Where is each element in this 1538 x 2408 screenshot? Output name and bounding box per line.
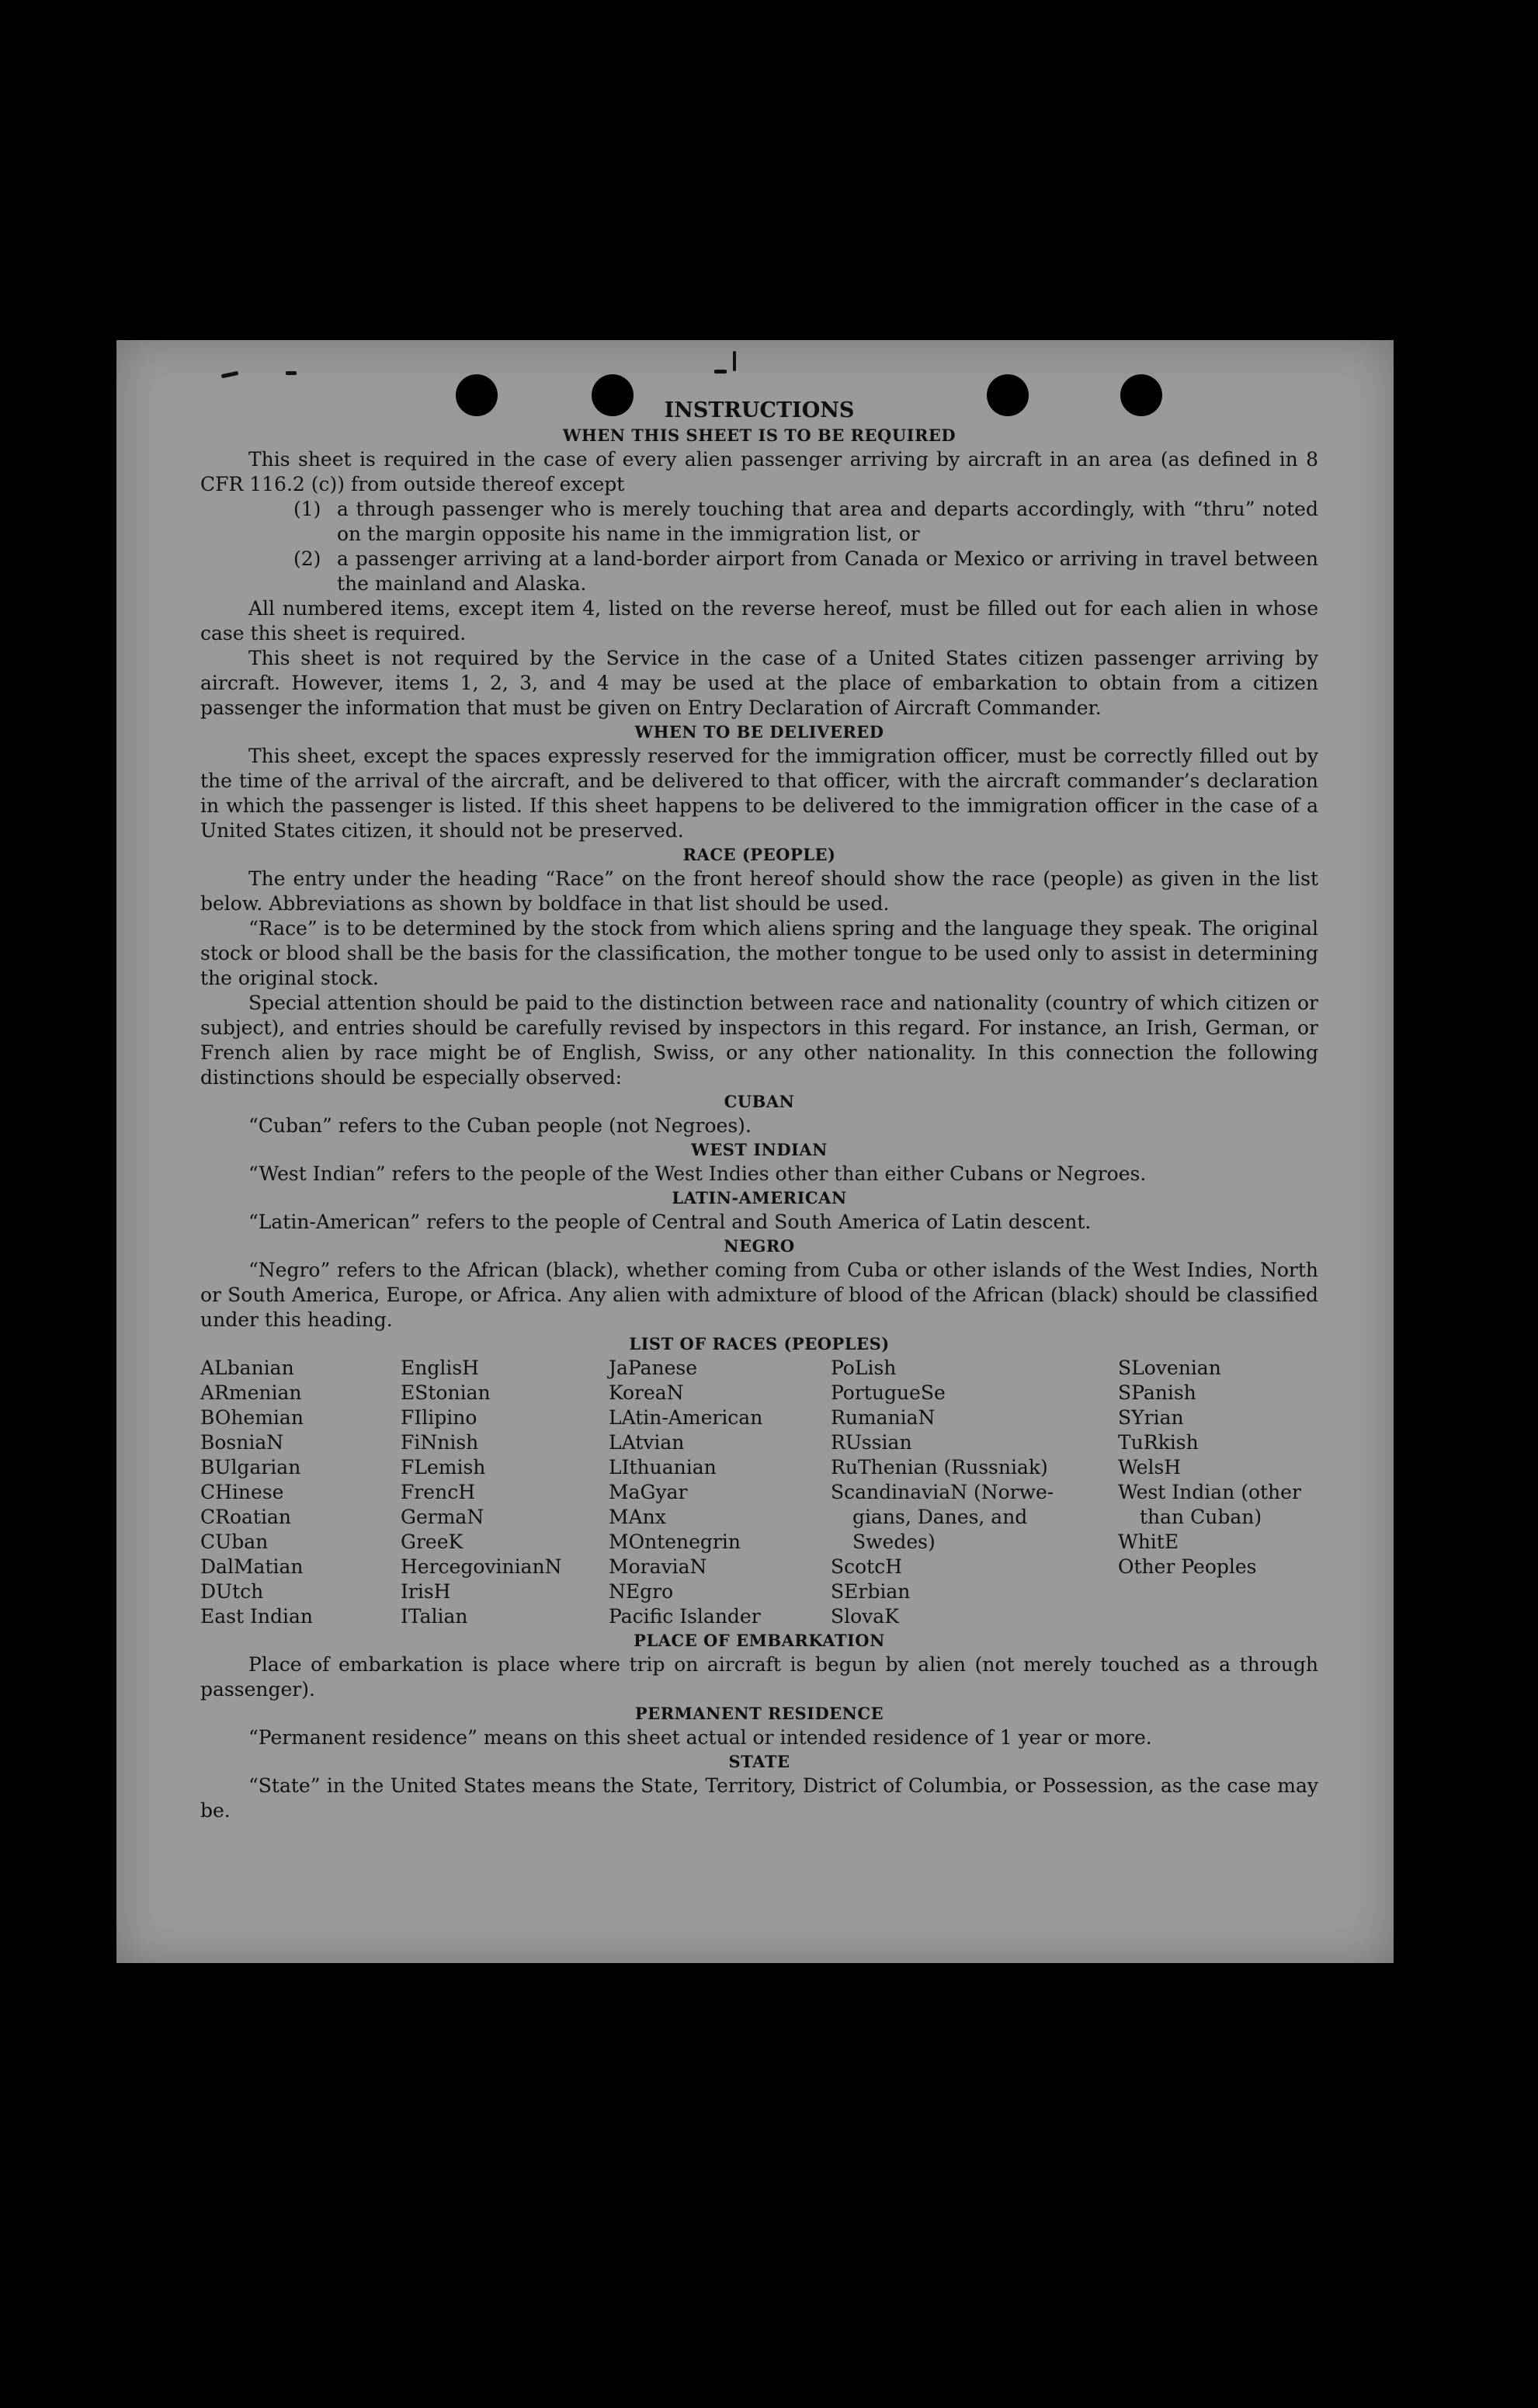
paragraph: “Race” is to be determined by the stock from which aliens spring and the language they speak. The original stock or blood shall be the basis for the classification, the mother tongue to be used only to assist in determining the original stock. xyxy=(200,917,1318,989)
ink-mark xyxy=(733,351,736,371)
item-number: (1) xyxy=(293,498,321,520)
paragraph: “State” in the United States means the State, Territory, District of Columbia, or Possession, as the case may be. xyxy=(200,1774,1318,1822)
list-item xyxy=(293,547,1318,596)
paragraph: Place of embarkation is place where trip on aircraft is begun by alien (not merely touched as a through passenger). xyxy=(200,1653,1318,1701)
section-heading: PLACE OF EMBARKATION xyxy=(634,1631,885,1650)
race-entry: Pacific Islander xyxy=(609,1605,761,1628)
paragraph: This sheet is not required by the Service in the case of a United States citizen passenger arriving by aircraft. However, items 1, 2, 3, and 4 may be used at the place of embarkation to obtain from a citizen passenger the information that must be given on Entry Declaration of Aircraft Commander. xyxy=(200,647,1318,719)
race-entry: WelsH xyxy=(1118,1456,1182,1479)
race-entry: ALbanian xyxy=(200,1357,294,1379)
paragraph: This sheet is required in the case of every alien passenger arriving by aircraft in an area (as defined in 8 CFR 116.2 (c)) from outside thereof except xyxy=(200,448,1318,495)
races-list xyxy=(200,1356,1318,1629)
race-entry: ARmenian xyxy=(200,1381,302,1404)
page-title: INSTRUCTIONS xyxy=(664,398,855,422)
races-heading: LIST OF RACES (PEOPLES) xyxy=(629,1334,890,1353)
races-column xyxy=(609,1356,831,1629)
race-entry: LAtin-American xyxy=(609,1406,763,1429)
races-column xyxy=(1118,1356,1318,1629)
item-text: a through passenger who is merely touching that area and departs accordingly, with “thru” noted on the margin opposite his name in the immigration list, or xyxy=(337,498,1318,545)
document-sheet xyxy=(116,340,1394,1963)
section-heading: WEST INDIAN xyxy=(691,1140,828,1159)
race-entry: West Indian (other xyxy=(1118,1481,1301,1503)
ink-mark xyxy=(714,370,727,374)
race-entry: gians, Danes, and xyxy=(852,1506,1028,1528)
section-heading: CUBAN xyxy=(724,1092,795,1111)
race-entry: RUssian xyxy=(831,1431,912,1454)
race-entry: FiNnish xyxy=(401,1431,479,1454)
race-entry: PoLish xyxy=(831,1357,897,1379)
race-entry: BUlgarian xyxy=(200,1456,301,1479)
race-entry: Other Peoples xyxy=(1118,1555,1257,1578)
race-entry: TuRkish xyxy=(1118,1431,1199,1454)
paragraph: “Negro” refers to the African (black), whether coming from Cuba or other islands of the West Indies, North or South America, Europe, or Africa. Any alien with admixture of blood of the African (black) should be classified under this heading. xyxy=(200,1259,1318,1331)
section-heading: WHEN THIS SHEET IS TO BE REQUIRED xyxy=(562,426,956,445)
race-entry: CRoatian xyxy=(200,1506,291,1528)
race-entry: SYrian xyxy=(1118,1406,1184,1429)
race-entry: GreeK xyxy=(401,1531,463,1553)
race-entry: BosniaN xyxy=(200,1431,284,1454)
item-number: (2) xyxy=(293,547,321,570)
instructions-body xyxy=(200,398,1318,1823)
race-entry: KoreaN xyxy=(609,1381,684,1404)
race-entry: SLovenian xyxy=(1118,1357,1221,1379)
races-column xyxy=(200,1356,401,1629)
race-entry: SErbian xyxy=(831,1580,911,1603)
race-entry: ITalian xyxy=(401,1605,468,1628)
race-entry: FrencH xyxy=(401,1481,475,1503)
race-entry: NEgro xyxy=(609,1580,674,1603)
races-column xyxy=(831,1356,1118,1629)
race-entry: EnglisH xyxy=(401,1357,479,1379)
item-text: a passenger arriving at a land-border airport from Canada or Mexico or arriving in travel between the mainland and Alaska. xyxy=(337,547,1318,595)
race-entry: East Indian xyxy=(200,1605,313,1628)
section-heading: RACE (PEOPLE) xyxy=(682,845,836,864)
race-entry: LAtvian xyxy=(609,1431,685,1454)
race-entry: than Cuban) xyxy=(1140,1506,1262,1528)
section-heading: WHEN TO BE DELIVERED xyxy=(634,722,884,742)
race-entry: RumaniaN xyxy=(831,1406,936,1429)
section-heading: LATIN-AMERICAN xyxy=(672,1188,847,1207)
race-entry: Swedes) xyxy=(852,1531,936,1553)
paragraph: The entry under the heading “Race” on the front hereof should show the race (people) as given in the list below. Abbreviations as shown by boldface in that list should be used. xyxy=(200,867,1318,915)
race-entry: IrisH xyxy=(401,1580,451,1603)
races-column xyxy=(401,1356,609,1629)
race-entry: FIlipino xyxy=(401,1406,477,1429)
paragraph: “Cuban” refers to the Cuban people (not Negroes). xyxy=(248,1114,752,1137)
section-heading: NEGRO xyxy=(724,1236,795,1256)
race-entry: ScotcH xyxy=(831,1555,903,1578)
race-entry: SlovaK xyxy=(831,1605,899,1628)
race-entry: MaGyar xyxy=(609,1481,688,1503)
race-entry: GermaN xyxy=(401,1506,484,1528)
race-entry: HercegovinianN xyxy=(401,1555,562,1578)
paragraph: This sheet, except the spaces expressly reserved for the immigration officer, must be correctly filled out by the time of the arrival of the aircraft, and be delivered to that officer, with the aircraft commander’s declaration in which the passenger is listed. If this sheet happens to be delivered to the immigration officer in the case of a United States citizen, it should not be preserved. xyxy=(200,745,1318,842)
race-entry: WhitE xyxy=(1118,1531,1179,1553)
race-entry: MoraviaN xyxy=(609,1555,707,1578)
paragraph: “Latin-American” refers to the people of Central and South America of Latin descent. xyxy=(248,1211,1092,1233)
race-entry: MAnx xyxy=(609,1506,666,1528)
race-entry: DUtch xyxy=(200,1580,264,1603)
race-entry: EStonian xyxy=(401,1381,491,1404)
race-entry: CUban xyxy=(200,1531,269,1553)
paragraph: “West Indian” refers to the people of the West Indies other than either Cubans or Negroes. xyxy=(248,1162,1147,1185)
race-entry: BOhemian xyxy=(200,1406,304,1429)
ink-mark xyxy=(221,371,239,378)
race-entry: FLemish xyxy=(401,1456,486,1479)
ink-mark xyxy=(286,371,297,375)
paragraph: Special attention should be paid to the distinction between race and nationality (country of which citizen or subject), and entries should be carefully revised by inspectors in this regard. For instance, an Irish, German, or French alien by race might be of English, Swiss, or any other nationality. In this connection the following distinctions should be especially observed: xyxy=(200,992,1318,1089)
race-entry: PortugueSe xyxy=(831,1381,946,1404)
paragraph: All numbered items, except item 4, listed on the reverse hereof, must be filled out for each alien in whose case this sheet is required. xyxy=(200,597,1318,645)
race-entry: MOntenegrin xyxy=(609,1531,741,1553)
paragraph: “Permanent residence” means on this sheet actual or intended residence of 1 year or more. xyxy=(248,1726,1152,1749)
race-entry: SPanish xyxy=(1118,1381,1196,1404)
race-entry: JaPanese xyxy=(609,1357,698,1379)
race-entry: RuThenian (Russniak) xyxy=(831,1456,1048,1479)
race-entry: DalMatian xyxy=(200,1555,304,1578)
race-entry: CHinese xyxy=(200,1481,284,1503)
section-heading: STATE xyxy=(728,1752,790,1771)
race-entry: LIthuanian xyxy=(609,1456,717,1479)
list-item xyxy=(293,497,1318,547)
section-heading: PERMANENT RESIDENCE xyxy=(634,1704,884,1723)
race-entry: ScandinaviaN (Norwe- xyxy=(831,1481,1054,1503)
